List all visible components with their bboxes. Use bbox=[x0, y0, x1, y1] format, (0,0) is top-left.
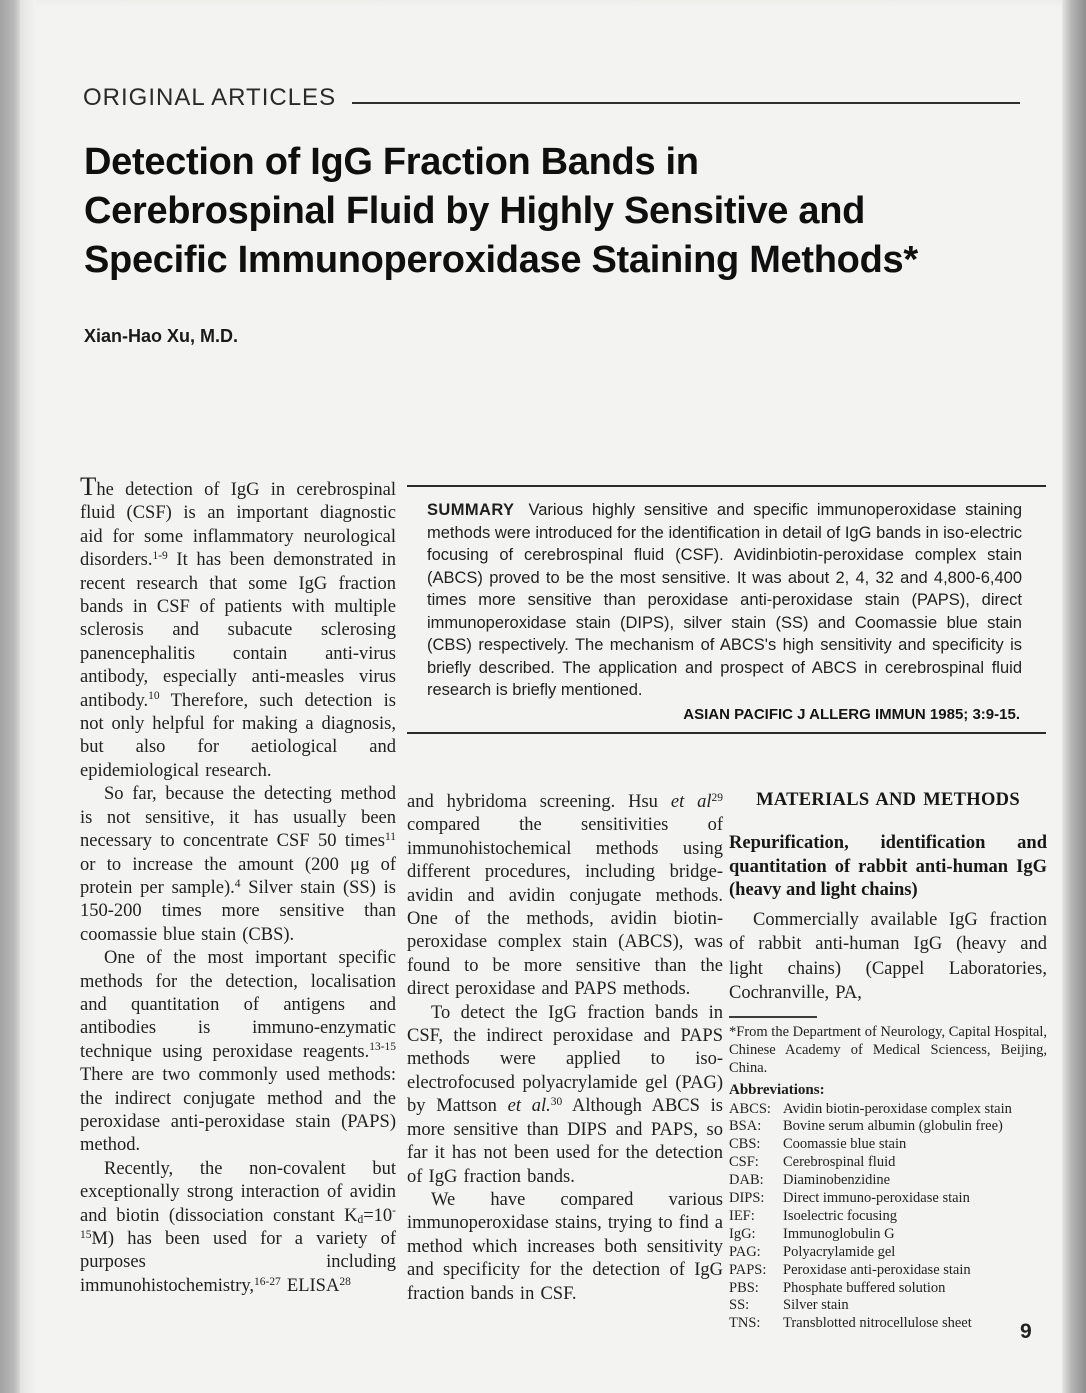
abbreviation-row bbox=[729, 1101, 1047, 1119]
paragraph-avidin: Recently, the non-covalent but exceptionally strong interaction of avidin and biotin (dissociation constant $K_d=10^{-15}M$) has been used for a variety of purposes including immunohistochemistry,$^{16-27}$ ELISA$^{28}$ bbox=[80, 1158, 396, 1296]
abbreviation-row bbox=[729, 1172, 1047, 1190]
abbreviation-row bbox=[729, 1154, 1047, 1172]
abbreviation-row bbox=[729, 1136, 1047, 1154]
footnote-rule bbox=[729, 1016, 817, 1018]
abbreviation-definition: Cerebrospinal fluid bbox=[783, 1154, 896, 1171]
abbreviation-key: IEF: bbox=[729, 1207, 755, 1224]
page-number: 9 bbox=[1020, 1320, 1032, 1343]
abbreviation-definition: Immunoglobulin G bbox=[783, 1225, 895, 1242]
abbreviation-row bbox=[729, 1226, 1047, 1244]
abbreviation-key: SS: bbox=[729, 1297, 750, 1314]
abbreviations-list bbox=[729, 1101, 1047, 1334]
abbreviation-row bbox=[729, 1190, 1047, 1208]
paragraph-compared: We have compared various immunoperoxidase stains, trying to find a method which increases both sensitivity and specificity for the detection of IgG fraction bands in CSF. bbox=[407, 1189, 723, 1304]
abbreviation-definition: Phosphate buffered solution bbox=[783, 1279, 946, 1296]
article-title bbox=[84, 138, 984, 285]
summary-body: Various highly sensitive and specific immunoperoxidase staining methods were introduced for the identification in detail of IgG bands in iso-electric focusing of cerebrospinal fluid (CSF). Avidinbiotin-peroxidase complex stain (ABCS) proved to be the most sensitive. It was about 2, 4, 32 and 4,800-6,400 times more sensitive than peroxidase anti-peroxidase stain (PAPS), direct immunoperoxidase stain (DIPS), silver stain (SS) and Coomassie blue stain (CBS) respectively. The mechanism of ABCS's high sensitivity and specificity is briefly described. The application and prospect of ABCS in cerebrospinal fluid research is briefly mentioned. bbox=[427, 501, 1022, 699]
abbreviation-key: DAB: bbox=[729, 1172, 764, 1189]
abbreviation-row bbox=[729, 1118, 1047, 1136]
summary-box bbox=[407, 485, 1046, 734]
paragraph-sensitivity: So far, because the detecting method is not sensitive, it has usually been necessary to concentrate CSF 50 times$^{11}$ or to increase the amount (200 μg of protein per sample).$^4$ Silver stain (SS) is 150-200 times more sensitive than coomassie blue stain (CBS). bbox=[80, 784, 396, 945]
title-line: Cerebrospinal Fluid by Highly Sensitive and bbox=[84, 190, 866, 232]
author-byline: Xian-Hao Xu, M.D. bbox=[84, 326, 239, 346]
abbreviation-row bbox=[729, 1262, 1047, 1280]
abbreviation-definition: Silver stain bbox=[783, 1297, 849, 1314]
paragraph-detect-bands: To detect the IgG fraction bands in CSF, the indirect peroxidase and PAPS methods were applied to iso-electrofocused polyacrylamide gel (PAG) by Mattson et al.$^{30}$ Although ABCS is more sensitive than DIPS and PAPS, so far it has not been used for the detection of IgG fraction bands. bbox=[407, 1002, 723, 1187]
abbreviation-key: PAPS: bbox=[729, 1261, 767, 1278]
kicker-rule bbox=[352, 102, 1020, 104]
abbreviation-key: PBS: bbox=[729, 1279, 759, 1296]
abbreviation-key: BSA: bbox=[729, 1118, 762, 1135]
middle-column bbox=[407, 791, 723, 1306]
paragraph-methods: One of the most important specific methods for the detection, localisation and quantitation of antigens and antibodies is immuno-enzymatic technique using peroxidase reagents.$^{13-15}$ There are two commonly used methods: the indirect conjugate method and the peroxidase anti-peroxidase stain (PAPS) method. bbox=[80, 948, 396, 1156]
abbreviation-row bbox=[729, 1244, 1047, 1262]
abbreviation-row bbox=[729, 1297, 1047, 1315]
materials-methods-heading: MATERIALS AND METHODS bbox=[756, 790, 1020, 810]
abbreviation-key: DIPS: bbox=[729, 1190, 765, 1207]
abbreviation-definition: Coomassie blue stain bbox=[783, 1136, 907, 1153]
right-column bbox=[729, 788, 1047, 1333]
title-line: Specific Immunoperoxidase Staining Methods* bbox=[84, 239, 918, 281]
abbreviation-key: ABCS: bbox=[729, 1100, 771, 1117]
affiliation-footnote: *From the Department of Neurology, Capital Hospital, Chinese Academy of Medical Sciencess, Beijing, China. bbox=[729, 1023, 1047, 1076]
abbreviation-definition: Polyacrylamide gel bbox=[783, 1243, 896, 1260]
summary-label: SUMMARY bbox=[427, 501, 515, 519]
abbreviation-key: PAG: bbox=[729, 1243, 761, 1260]
paragraph-commercial-igg: Commercially available IgG fraction of rabbit anti-human IgG (heavy and light chains) (Cappel Laboratories, Cochranville, PA, bbox=[729, 909, 1047, 1003]
abbreviations-label: Abbreviations: bbox=[729, 1081, 825, 1098]
scan-edge-right bbox=[1062, 0, 1086, 1393]
paragraph-hybridoma: and hybridoma screening. Hsu et $al^{29}$ compared the sensitivities of immunohistochemical methods using different procedures, including bridge-avidin and avidin conjugate methods. One of the methods, avidin biotin-peroxidase complex stain (ABCS), was found to be more sensitive than the direct peroxidase and PAPS methods. bbox=[407, 791, 723, 1000]
scan-edge-top bbox=[0, 0, 1086, 8]
abbreviation-definition: Diaminobenzidine bbox=[783, 1172, 891, 1189]
abbreviation-definition: Avidin biotin-peroxidase complex stain bbox=[783, 1100, 1012, 1117]
scan-edge-left-fade bbox=[20, 0, 36, 1393]
abbreviation-row bbox=[729, 1208, 1047, 1226]
abbreviation-definition: Isoelectric focusing bbox=[783, 1207, 897, 1224]
abbreviation-definition: Transblotted nitrocellulose sheet bbox=[783, 1315, 972, 1332]
journal-citation: ASIAN PACIFIC J ALLERG IMMUN 1985; 3:9-15. bbox=[683, 705, 1020, 723]
abbreviation-row bbox=[729, 1280, 1047, 1298]
title-line: Detection of IgG Fraction Bands in bbox=[84, 141, 699, 183]
abbreviation-key: CSF: bbox=[729, 1154, 759, 1171]
section-kicker: ORIGINAL ARTICLES bbox=[83, 84, 337, 111]
abbreviation-key: TNS: bbox=[729, 1315, 761, 1332]
abbreviation-definition: Direct immuno-peroxidase stain bbox=[783, 1190, 970, 1207]
summary-text bbox=[427, 499, 1022, 702]
abbreviation-row bbox=[729, 1315, 1047, 1333]
abbreviation-definition: Bovine serum albumin (globulin free) bbox=[783, 1118, 1003, 1135]
abbreviation-key: IgG: bbox=[729, 1225, 756, 1242]
repurification-subheading: Repurification, identification and quantitation of rabbit anti-human IgG (heavy and light chains) bbox=[729, 833, 1047, 900]
left-column bbox=[80, 471, 396, 1298]
abbreviation-definition: Peroxidase anti-peroxidase stain bbox=[783, 1261, 971, 1278]
scan-edge-left bbox=[0, 0, 20, 1393]
paragraph-intro: The detection of IgG in cerebrospinal fluid (CSF) is an important diagnostic aid for some inflammatory neurological disorders.$^{1-9}$ It has been demonstrated in recent research that some IgG fraction bands in CSF of patients with multiple sclerosis and subacute sclerosing panencephalitis contain anti-virus antibody, especially anti-measles virus antibody.$^{10}$ Therefore, such detection is not only helpful for making a diagnosis, but also for aetiological and epidemiological research. bbox=[80, 471, 396, 781]
abbreviation-key: CBS: bbox=[729, 1136, 761, 1153]
